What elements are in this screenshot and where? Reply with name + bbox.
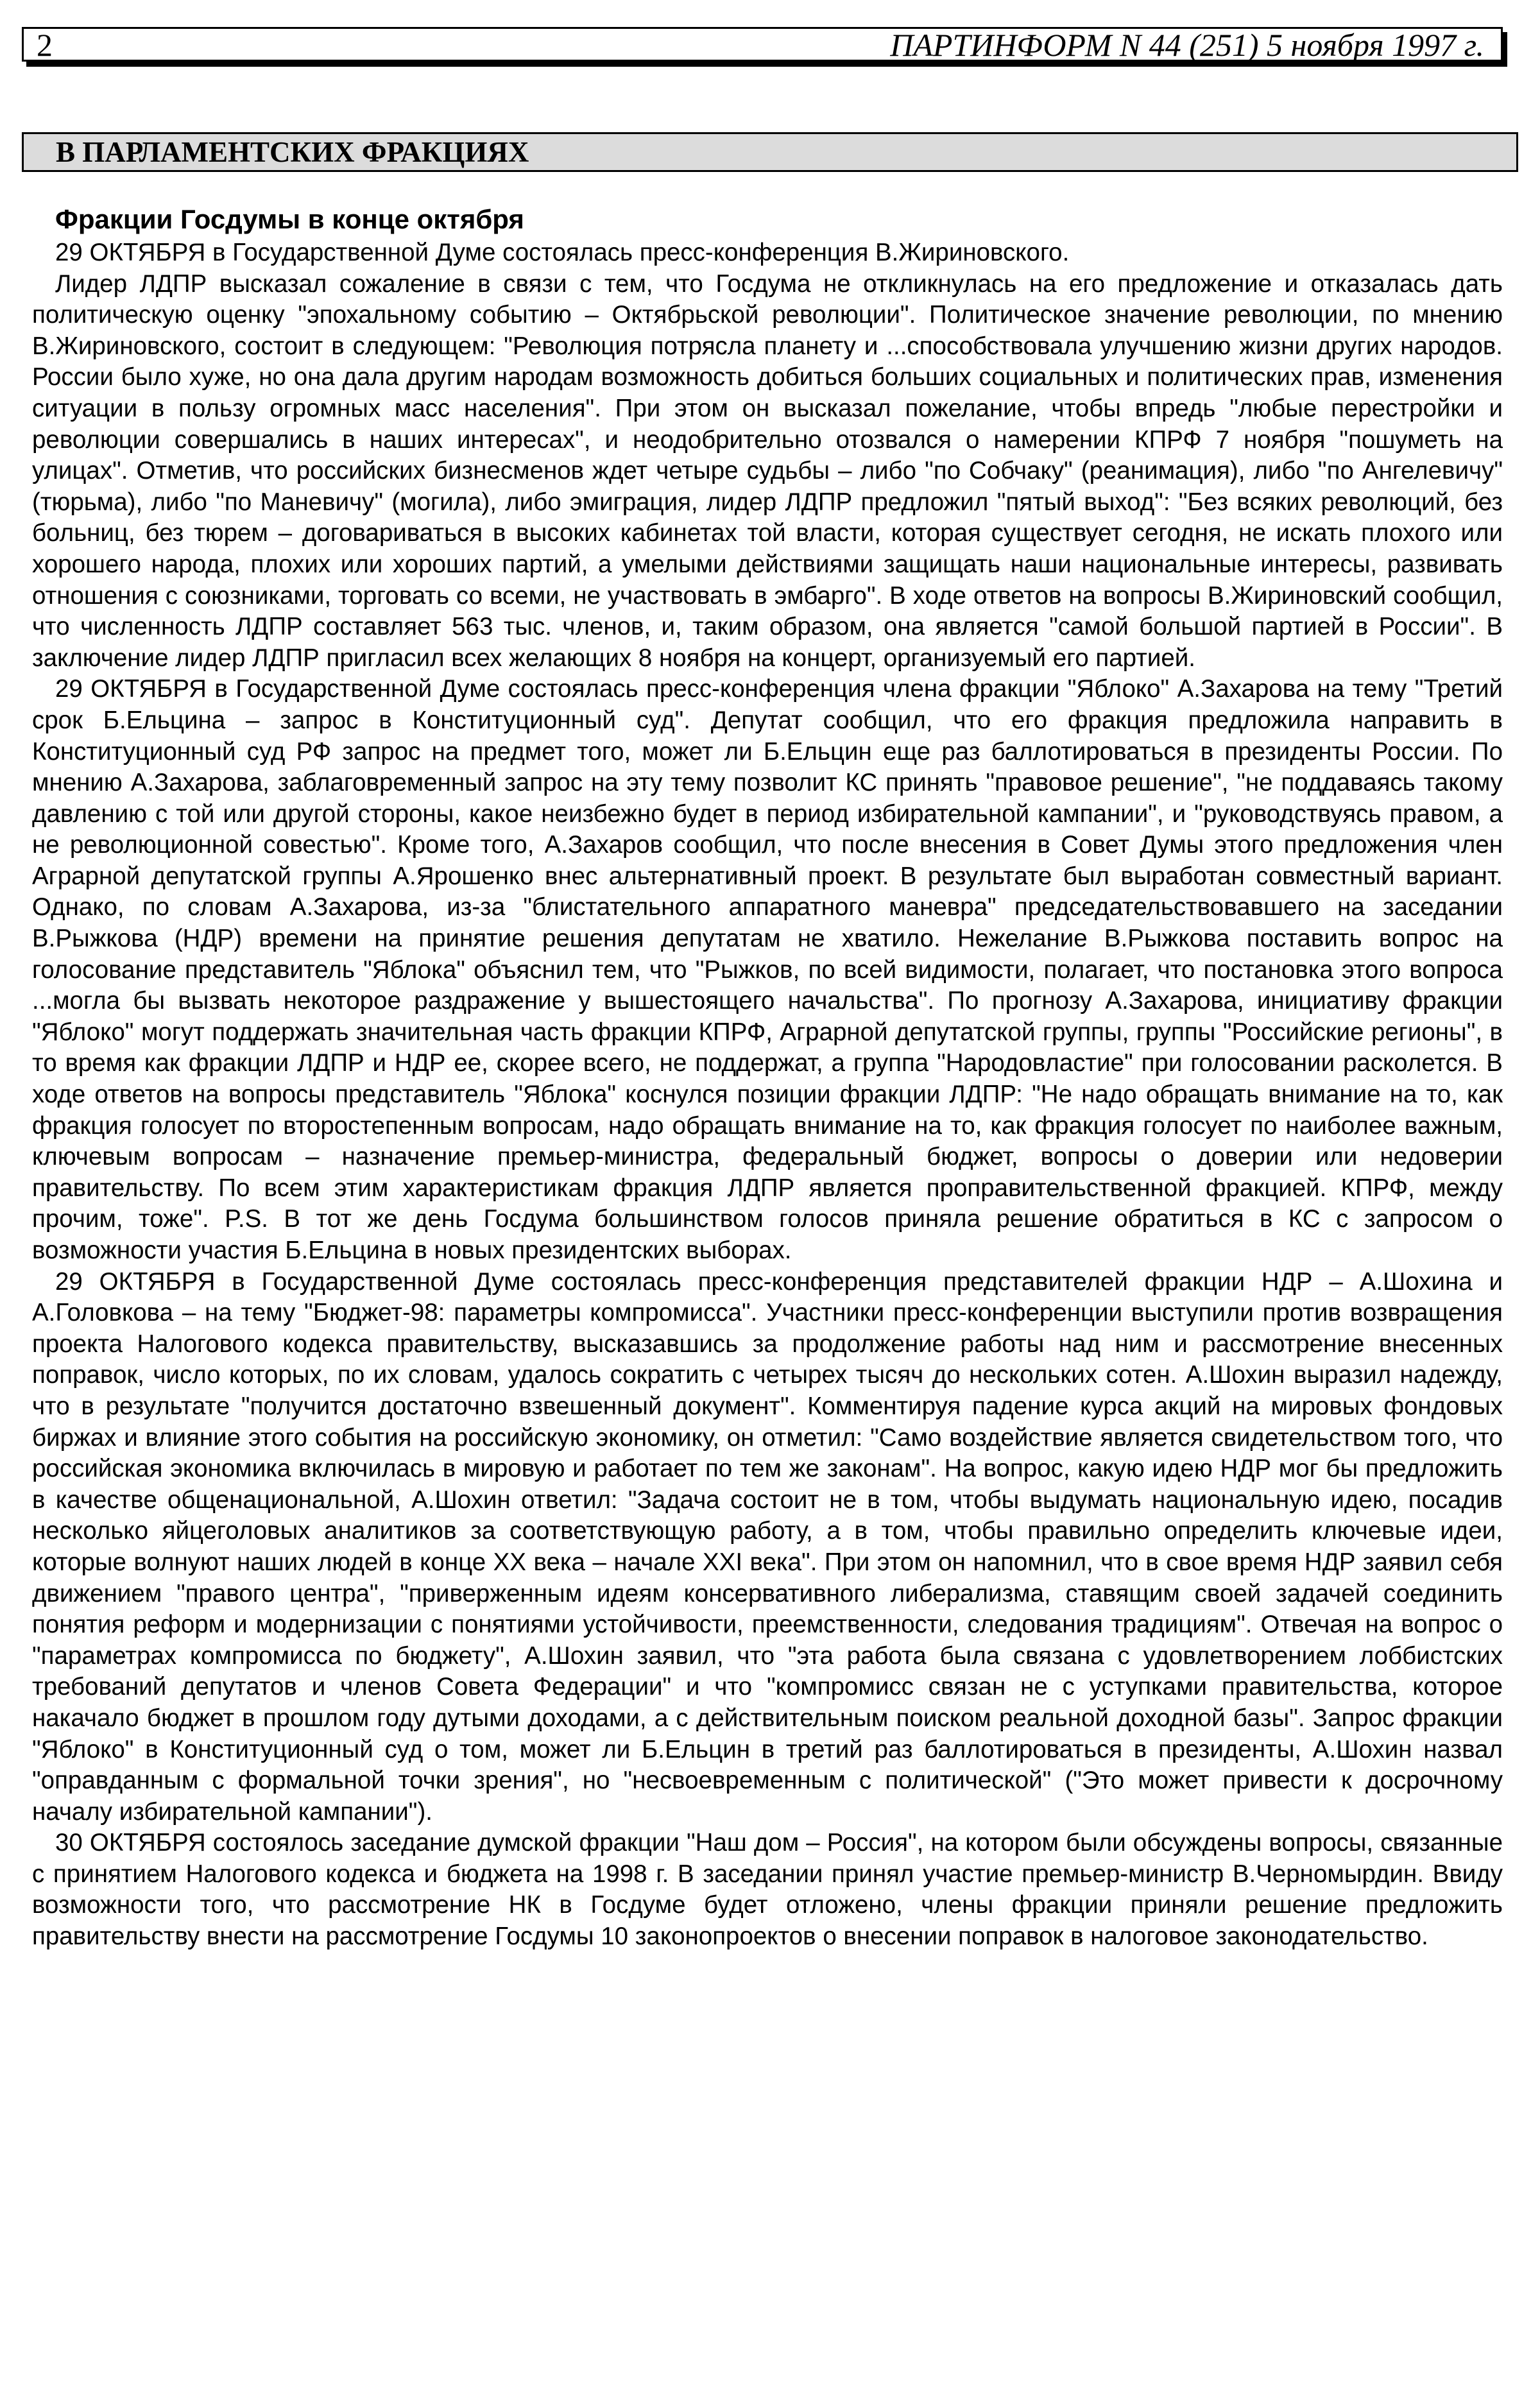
page-number: 2 — [37, 27, 53, 63]
section-heading: В ПАРЛАМЕНТСКИХ ФРАКЦИЯХ — [22, 132, 1518, 172]
article-title: Фракции Госдумы в конце октября — [55, 204, 524, 234]
paragraph: Лидер ЛДПР высказал сожаление в связи с тем, что Госдума не откликнулась на его предложение и отказалась дать политическую оценку "эпохальному событию – Октябрьской революции". Политическое значение революции, по мнению В.Жириновского, состоит в следующем: "Революция потрясла планету и ...способствовала улучшению жизни других народов. России было хуже, но она дала другим народам возможность добиться больших социальных и политических прав, изменения ситуации в пользу огромных масс населения". При этом он высказал пожелание, чтобы впредь "любые перестройки и революции совершались в наших интересах", и неодобрительно отозвался о намерении КПРФ 7 ноября "пошуметь на улицах". Отметив, что российских бизнесменов ждет четыре судьбы – либо "по Собчаку" (реанимация), либо "по Ангелевичу" (тюрьма), либо "по Маневичу" (могила), либо эмиграция, лидер ЛДПР предложил "пятый выход": "Без всяких революций, без больниц, без тюрем – договариваться в высоких кабинетах той власти, которая существует сегодня, не искать плохого или хорошего народа, плохих или хороших партий, а умелыми действиями защищать наши национальные интересы, развивать отношения с союзниками, торговать со всеми, не участвовать в эмбарго". В ходе ответов на вопросы В.Жириновский сообщил, что численность ЛДПР составляет 563 тыс. членов, и, таким образом, она является "самой большой партией в России". В заключение лидер ЛДПР пригласил всех желающих 8 ноября на концерт, организуемый его партией. — [32, 270, 1503, 672]
page-header — [22, 27, 1503, 62]
article — [32, 204, 1503, 1953]
paragraph: 29 ОКТЯБРЯ в Государственной Думе состоялась пресс-конференция представителей фракции НДР – А.Шохина и А.Головкова – на тему "Бюджет-98: параметры компромисса". Участники пресс-конференции выступили против возвращения проекта Налогового кодекса правительству, высказавшись за продолжение работы над ним и рассмотрение внесенных поправок, число которых, по их словам, удалось сократить с четырех тысяч до нескольких сотен. А.Шохин выразил надежду, что в результате "получится достаточно взвешенный документ". Комментируя падение курса акций на мировых фондовых биржах и влияние этого события на российскую экономику, он отметил: "Само воздействие является свидетельством того, что российская экономика включилась в мировую и работает по тем же законам". На вопрос, какую идею НДР мог бы предложить в качестве общенациональной, А.Шохин ответил: "Задача состоит не в том, чтобы выдумать национальную идею, посадив несколько яйцеголовых аналитиков за соответствующую работу, а в том, чтобы правильно определить ключевые идеи, которые волнуют наших людей в конце XX века – начале XXI века". При этом он напомнил, что в свое время НДР заявил себя движением "правого центра", "приверженным идеям консервативного либерализма, ставящим своей задачей соединить понятия реформ и модернизации с понятиями устойчивости, преемственности, следования традициям". Отвечая на вопрос о "параметрах компромисса по бюджету", А.Шохин заявил, что "эта работа была связана с удовлетворением лоббистских требований депутатов и членов Совета Федерации" и что "компромисс связан не с уступками правительства, которое накачало бюджет в прошлом году дутыми доходами, а с действительным поиском реальной доходной базы". Запрос фракции "Яблоко" в Конституционный суд о том, может ли Б.Ельцин в третий раз баллотироваться в президенты, А.Шохин назвал "оправданным с формальной точки зрения", но "несвоевременным с политической" ("Это может привести к досрочному началу избирательной кампании"). — [32, 1267, 1503, 1826]
publication-title: ПАРТИНФОРМ N 44 (251) 5 ноября 1997 г. — [890, 27, 1484, 63]
paragraph: 29 ОКТЯБРЯ в Государственной Думе состоялась пресс-конференция В.Жириновского. — [55, 239, 1070, 266]
paragraph: 30 ОКТЯБРЯ состоялось заседание думской фракции "Наш дом – Россия", на котором были обсуждены вопросы, связанные с принятием Налогового кодекса и бюджета на 1998 г. В заседании принял участие премьер-министр В.Черномырдин. Ввиду возможности того, что рассмотрение НК в Госдуме будет отложено, члены фракции приняли решение предложить правительству внести на рассмотрение Госдумы 10 законопроектов о внесении поправок в налоговое законодательство. — [32, 1829, 1503, 1951]
paragraph: 29 ОКТЯБРЯ в Государственной Думе состоялась пресс-конференция члена фракции "Яблоко" А.Захарова на тему "Третий срок Б.Ельцина – запрос в Конституционный суд". Депутат сообщил, что его фракция предложила направить в Конституционный суд РФ запрос на предмет того, может ли Б.Ельцин еще раз баллотироваться в президенты России. По мнению А.Захарова, заблаговременный запрос на эту тему позволит КС принять "правовое решение", "не поддаваясь такому давлению с той или другой стороны, какое неизбежно будет в период избирательной кампании", и "руководствуясь правом, а не революционной совестью". Кроме того, А.Захаров сообщил, что после внесения в Совет Думы этого предложения член Аграрной депутатской группы А.Ярошенко внес альтернативный проект. В результате был выработан совместный вариант. Однако, по словам А.Захарова, из-за "блистательного аппаратного маневра" председательствовавшего на заседании В.Рыжкова (НДР) времени на принятие решения депутатам не хватило. Нежелание В.Рыжкова поставить вопрос на голосование представитель "Яблока" объяснил тем, что "Рыжков, по всей видимости, полагает, что постановка этого вопроса ...могла бы вызвать некоторое раздражение у вышестоящего начальства". По прогнозу А.Захарова, инициативу фракции "Яблоко" могут поддержать значительная часть фракции КПРФ, Аграрной депутатской группы, группы "Российские регионы", в то время как фракции ЛДПР и НДР ее, скорее всего, не поддержат, а группа "Народовластие" при голосовании расколется. В ходе ответов на вопросы представитель "Яблока" коснулся позиции фракции ЛДПР: "Не надо обращать внимание на то, как фракция голосует по второстепенным вопросам, надо обращать внимание на то, как фракция голосует по наиболее важным, ключевым вопросам – назначение премьер-министра, федеральный бюджет, вопросы о доверии или недоверии правительству. По всем этим характеристикам фракция ЛДПР является проправительственной фракцией. КПРФ, между прочим, тоже". P.S. В тот же день Госдума большинством голосов приняла решение обратиться в КС с запросом о возможности участия Б.Ельцина в новых президентских выборах. — [32, 675, 1503, 1264]
